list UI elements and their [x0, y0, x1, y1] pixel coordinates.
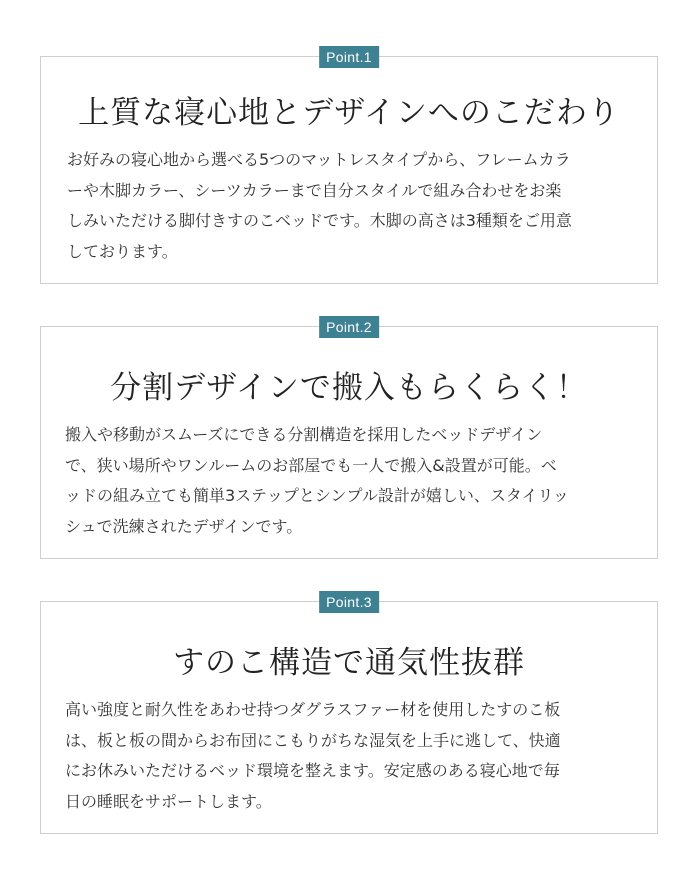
description-line: 高い強度と耐久性をあわせ持つダグラスファー材を使用したすのこ板 — [65, 700, 561, 719]
description-line: にお休みいただけるベッド環境を整えます。安定感のある寝心地で毎 — [65, 761, 560, 780]
description-line: 搬入や移動がスムーズにできる分割構造を採用したベッドデザイン — [65, 425, 543, 444]
description-line: お好みの寝心地から選べる5つのマットレスタイプから、フレームカラ — [67, 150, 571, 169]
point-description — [67, 145, 637, 267]
description-line: しております。 — [67, 241, 178, 261]
point-description — [65, 420, 637, 542]
point-title: すのこ構造で通気性抜群 — [173, 645, 525, 681]
description-line: シュで洗練されたデザインです。 — [65, 516, 303, 536]
point-card-2 — [40, 319, 658, 559]
description-line: で、狭い場所やワンルームのお部屋でも一人で搬入&設置が可能。ベ — [65, 455, 557, 475]
point-card-1 — [40, 49, 658, 284]
description-line: ーや木脚カラー、シーツカラーまで自分スタイルで組み合わせをお楽 — [67, 180, 562, 200]
description-line: ッドの組み立ても簡単3ステップとシンプル設計が嬉しい、スタイリッ — [65, 486, 569, 505]
description-line: は、板と板の間からお布団にこもりがちな湿気を上手に逃して、快適 — [65, 730, 561, 750]
point-description — [65, 695, 637, 817]
point-badge: Point.1 — [319, 46, 379, 68]
point-title: 分割デザインで搬入もらくらく！ — [110, 370, 588, 406]
point-title: 上質な寝心地とデザインへのこだわり — [78, 95, 620, 131]
description-line: しみいただける脚付きすのこベッドです。木脚の高さは3種類をご用意 — [67, 211, 572, 230]
point-badge: Point.3 — [319, 591, 379, 613]
point-card-3 — [40, 594, 658, 834]
description-line: 日の睡眠をサポートします。 — [65, 791, 272, 811]
point-badge: Point.2 — [319, 316, 379, 338]
